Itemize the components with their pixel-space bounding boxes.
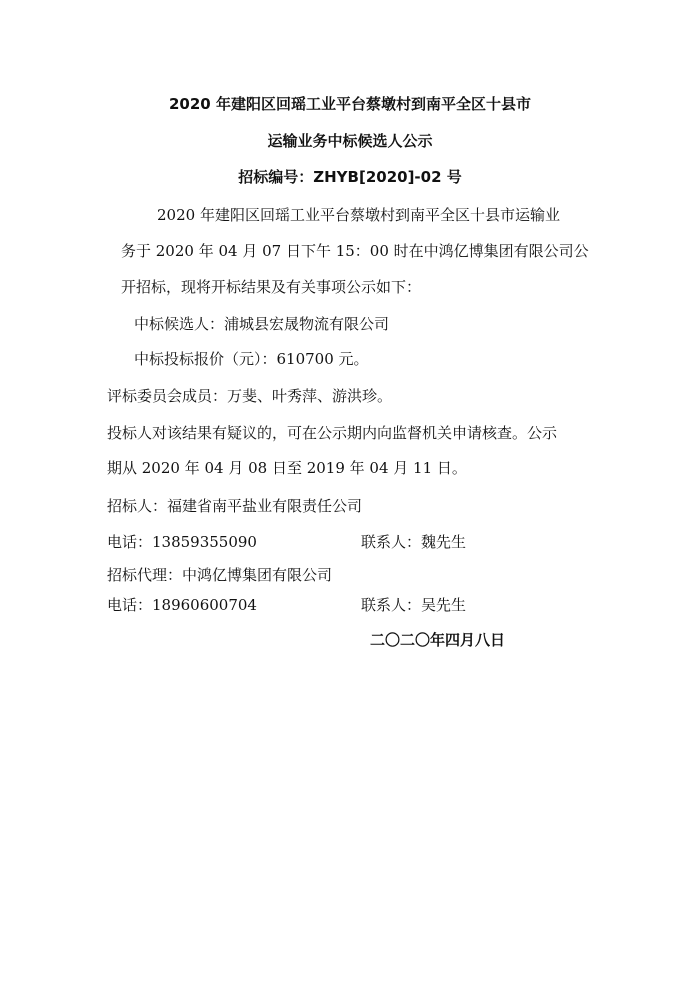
tender-number: 招标编号：ZHYB[2020]-02 号 xyxy=(238,168,462,186)
intro-line-1: 2020 年建阳区回瑶工业平台蔡墩村到南平全区十县市运输业 xyxy=(157,206,560,224)
agent-phone: 电话：18960600704 xyxy=(107,596,257,614)
tenderer: 招标人：福建省南平盐业有限责任公司 xyxy=(107,497,363,515)
announcement-date: 二〇二〇年四月八日 xyxy=(370,631,506,649)
evaluation-committee: 评标委员会成员：万斐、叶秀萍、游洪珍。 xyxy=(107,387,393,405)
objection-line-1: 投标人对该结果有疑议的，可在公示期内向监督机关申请核查。公示 xyxy=(107,424,558,442)
tenderer-contact: 联系人：魏先生 xyxy=(361,533,467,551)
tenderer-phone: 电话：13859355090 xyxy=(107,533,257,551)
title-line-2: 运输业务中标候选人公示 xyxy=(267,132,433,150)
objection-line-2: 期从 2020 年 04 月 08 日至 2019 年 04 月 11 日。 xyxy=(107,459,467,477)
intro-line-3: 开招标，现将开标结果及有关事项公示如下： xyxy=(121,278,422,296)
intro-line-2: 务于 2020 年 04 月 07 日下午 15：00 时在中鸿亿博集团有限公司公 xyxy=(121,242,589,260)
agent-contact: 联系人：吴先生 xyxy=(361,596,467,614)
winning-bid-price: 中标投标报价（元）：610700 元。 xyxy=(134,350,369,368)
winning-candidate: 中标候选人：浦城县宏晟物流有限公司 xyxy=(134,315,390,333)
tender-agent: 招标代理：中鸿亿博集团有限公司 xyxy=(107,566,333,584)
title-line-1: 2020 年建阳区回瑶工业平台蔡墩村到南平全区十县市 xyxy=(169,95,531,113)
